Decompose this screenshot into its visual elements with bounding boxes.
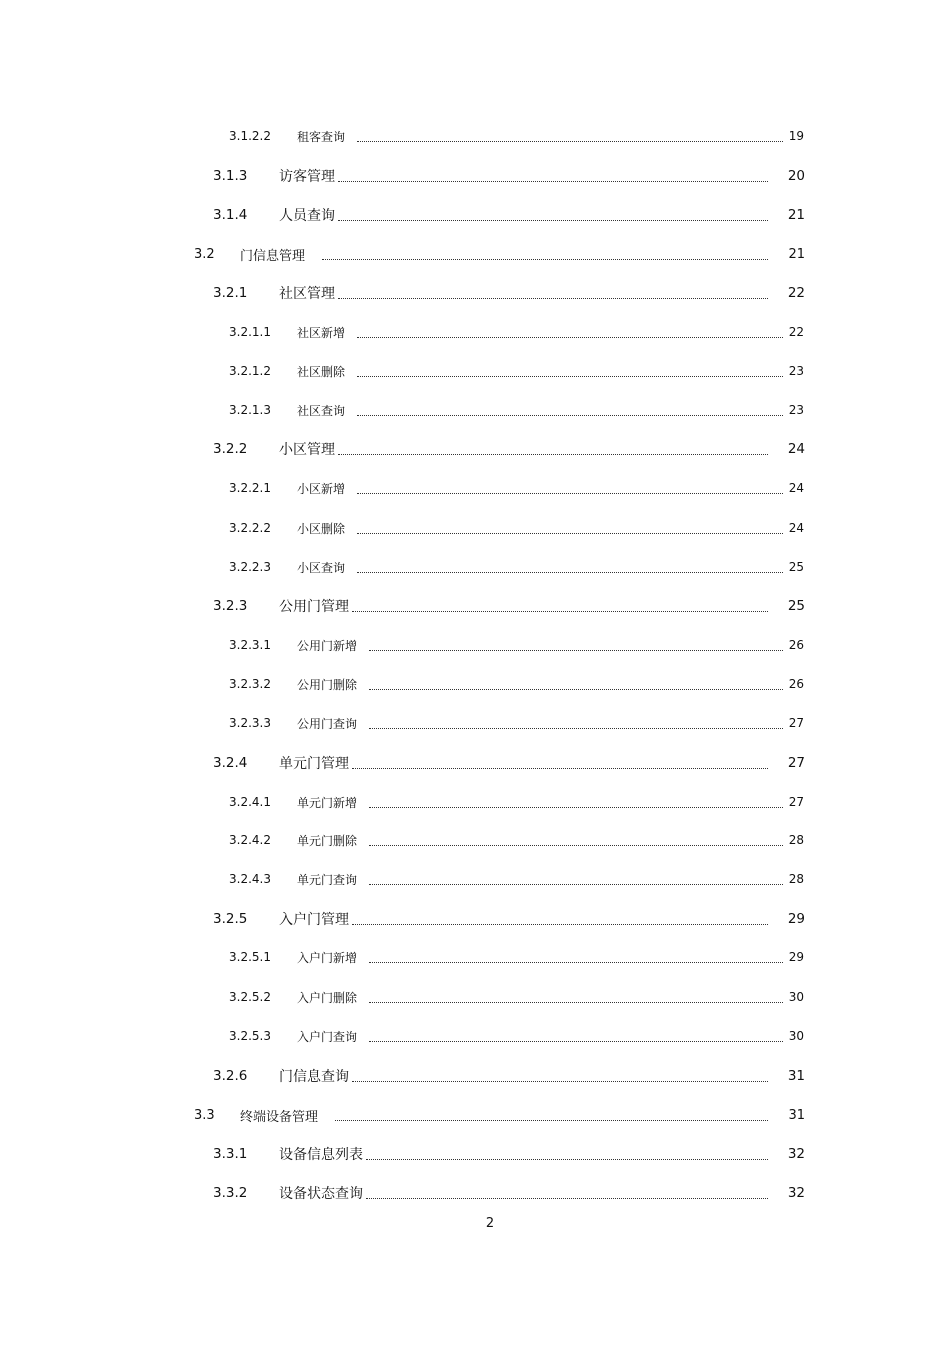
toc-dot-leader <box>338 169 768 182</box>
toc-entry-number: 3.2.5.3 <box>229 1029 271 1043</box>
toc-dot-leader <box>338 286 768 299</box>
toc-entry[interactable] <box>213 907 805 931</box>
toc-dot-leader <box>357 129 783 142</box>
toc-entry-title: 公用门删除 <box>297 677 358 692</box>
toc-entry-number: 3.2.2.2 <box>229 521 271 535</box>
toc-entry-page: 19 <box>788 129 804 143</box>
toc-dot-leader <box>357 560 783 573</box>
toc-entry-page: 22 <box>788 325 804 339</box>
toc-dot-leader <box>338 208 768 221</box>
toc-dot-leader <box>369 872 783 885</box>
toc-entry[interactable] <box>213 437 805 461</box>
toc-entry-page: 31 <box>787 1068 805 1084</box>
toc-entry-title: 人员查询 <box>279 208 335 224</box>
toc-dot-leader <box>357 403 783 416</box>
toc-entry-title: 公用门新增 <box>297 638 358 653</box>
toc-entry-page: 24 <box>788 481 804 495</box>
toc-entry[interactable] <box>229 320 804 344</box>
toc-entry[interactable] <box>229 1024 804 1048</box>
toc-entry-title: 公用门查询 <box>297 716 358 731</box>
toc-entry-page: 26 <box>788 677 804 691</box>
toc-dot-leader <box>357 364 783 377</box>
toc-entry-page: 32 <box>787 1146 805 1162</box>
toc-entry[interactable] <box>229 516 804 540</box>
toc-entry-number: 3.1.4 <box>213 207 248 223</box>
toc-entry[interactable] <box>229 828 804 852</box>
toc-entry-page: 31 <box>788 1107 805 1123</box>
toc-entry-title: 单元门查询 <box>297 872 358 887</box>
toc-entry[interactable] <box>229 359 804 383</box>
page-number: 2 <box>485 1216 495 1231</box>
toc-entry-number: 3.2.3 <box>213 598 248 614</box>
toc-entry-number: 3.2.4.2 <box>229 833 271 847</box>
toc-entry-number: 3.2.4.1 <box>229 795 271 809</box>
toc-dot-leader <box>369 795 783 808</box>
toc-entry-number: 3.2.3.2 <box>229 677 271 691</box>
toc-entry[interactable] <box>213 751 805 775</box>
toc-dot-leader <box>338 442 768 455</box>
toc-entry-title: 设备信息列表 <box>279 1147 363 1163</box>
toc-entry-title: 社区新增 <box>297 325 346 340</box>
toc-entry-title: 社区查询 <box>297 403 346 418</box>
toc-entry-number: 3.2.3.1 <box>229 638 271 652</box>
toc-dot-leader <box>369 677 783 690</box>
toc-entry-number: 3.2.1.2 <box>229 364 271 378</box>
toc-entry[interactable] <box>194 1103 805 1127</box>
toc-entry-page: 32 <box>787 1185 805 1201</box>
toc-entry[interactable] <box>213 1181 805 1205</box>
toc-entry-title: 单元门新增 <box>297 795 358 810</box>
toc-entry-page: 26 <box>788 638 804 652</box>
toc-entry[interactable] <box>229 945 804 969</box>
toc-entry-title: 入户门新增 <box>297 950 358 965</box>
toc-entry-page: 20 <box>787 168 805 184</box>
toc-entry-number: 3.3.2 <box>213 1185 248 1201</box>
toc-entry-number: 3.3.1 <box>213 1146 248 1162</box>
toc-dot-leader <box>357 481 783 494</box>
toc-entry-number: 3.1.2.2 <box>229 129 271 143</box>
toc-entry[interactable] <box>213 594 805 618</box>
toc-dot-leader <box>369 950 783 963</box>
toc-entry-number: 3.2.1.1 <box>229 325 271 339</box>
toc-entry-number: 3.2.2.3 <box>229 560 271 574</box>
toc-entry-page: 28 <box>788 833 804 847</box>
toc-entry-number: 3.2.1 <box>213 285 248 301</box>
toc-dot-leader <box>352 912 768 925</box>
toc-entry-title: 入户门删除 <box>297 990 358 1005</box>
toc-entry-title: 入户门查询 <box>297 1029 358 1044</box>
toc-dot-leader <box>369 638 783 651</box>
toc-entry-number: 3.2.3.3 <box>229 716 271 730</box>
toc-entry-number: 3.2 <box>194 246 215 262</box>
toc-entry-title: 门信息查询 <box>279 1069 349 1085</box>
toc-entry-page: 27 <box>787 755 805 771</box>
toc-entry[interactable] <box>229 476 804 500</box>
toc-entry-title: 单元门删除 <box>297 833 358 848</box>
toc-entry[interactable] <box>213 281 805 305</box>
toc-entry-title: 社区删除 <box>297 364 346 379</box>
toc-dot-leader <box>322 247 768 260</box>
toc-dot-leader <box>366 1186 768 1199</box>
toc-entry-title: 小区查询 <box>297 560 346 575</box>
toc-entry-page: 21 <box>787 207 805 223</box>
toc-entry[interactable] <box>229 555 804 579</box>
toc-entry[interactable] <box>229 398 804 422</box>
toc-entry-number: 3.2.1.3 <box>229 403 271 417</box>
toc-entry-title: 门信息管理 <box>240 248 306 264</box>
toc-entry-title: 单元门管理 <box>279 756 349 772</box>
toc-entry-title: 访客管理 <box>279 169 335 185</box>
toc-entry-number: 3.2.6 <box>213 1068 248 1084</box>
toc-entry[interactable] <box>213 203 805 227</box>
toc-entry-page: 28 <box>788 872 804 886</box>
toc-entry[interactable] <box>229 790 804 814</box>
toc-entry-title: 社区管理 <box>279 286 335 302</box>
toc-entry-number: 3.2.5.1 <box>229 950 271 964</box>
toc-entry-number: 3.1.3 <box>213 168 248 184</box>
toc-entry-number: 3.2.5.2 <box>229 990 271 1004</box>
toc-entry-number: 3.3 <box>194 1107 215 1123</box>
toc-entry[interactable] <box>213 1064 805 1088</box>
toc-entry-page: 30 <box>788 1029 804 1043</box>
toc-entry[interactable] <box>229 711 804 735</box>
toc-entry-number: 3.2.2 <box>213 441 248 457</box>
toc-entry-title: 终端设备管理 <box>240 1109 319 1125</box>
toc-entry-page: 25 <box>787 598 805 614</box>
toc-dot-leader <box>335 1108 768 1121</box>
toc-dot-leader <box>369 716 783 729</box>
toc-entry-page: 23 <box>788 403 804 417</box>
toc-entry-title: 入户门管理 <box>279 912 349 928</box>
toc-entry-page: 29 <box>788 950 804 964</box>
toc-entry-page: 23 <box>788 364 804 378</box>
toc-entry-number: 3.2.4.3 <box>229 872 271 886</box>
toc-entry-page: 24 <box>787 441 805 457</box>
toc-dot-leader <box>352 756 768 769</box>
toc-entry-page: 29 <box>787 911 805 927</box>
toc-entry[interactable] <box>229 124 804 148</box>
toc-entry[interactable] <box>213 164 805 188</box>
toc-dot-leader <box>369 990 783 1003</box>
toc-entry-title: 租客查询 <box>297 129 346 144</box>
toc-entry-number: 3.2.4 <box>213 755 248 771</box>
toc-entry-title: 小区管理 <box>279 442 335 458</box>
toc-entry-title: 公用门管理 <box>279 599 349 615</box>
toc-entry[interactable] <box>229 633 804 657</box>
toc-dot-leader <box>352 599 768 612</box>
toc-dot-leader <box>357 325 783 338</box>
toc-entry-number: 3.2.2.1 <box>229 481 271 495</box>
toc-entry-page: 25 <box>788 560 804 574</box>
toc-dot-leader <box>369 833 783 846</box>
toc-entry-page: 27 <box>788 795 804 809</box>
toc-entry[interactable] <box>213 1142 805 1166</box>
toc-dot-leader <box>369 1029 783 1042</box>
toc-entry-page: 27 <box>788 716 804 730</box>
toc-entry-title: 小区新增 <box>297 481 346 496</box>
toc-entry-page: 24 <box>788 521 804 535</box>
toc-entry[interactable] <box>194 242 805 266</box>
toc-dot-leader <box>366 1147 768 1160</box>
toc-entry-page: 22 <box>787 285 805 301</box>
toc-entry-page: 30 <box>788 990 804 1004</box>
toc-entry-title: 设备状态查询 <box>279 1186 363 1202</box>
toc-entry-title: 小区删除 <box>297 521 346 536</box>
toc-entry[interactable] <box>229 672 804 696</box>
toc-entry[interactable] <box>229 985 804 1009</box>
toc-dot-leader <box>352 1069 768 1082</box>
toc-entry[interactable] <box>229 867 804 891</box>
toc-entry-number: 3.2.5 <box>213 911 248 927</box>
toc-entry-page: 21 <box>788 246 805 262</box>
toc-dot-leader <box>357 521 783 534</box>
